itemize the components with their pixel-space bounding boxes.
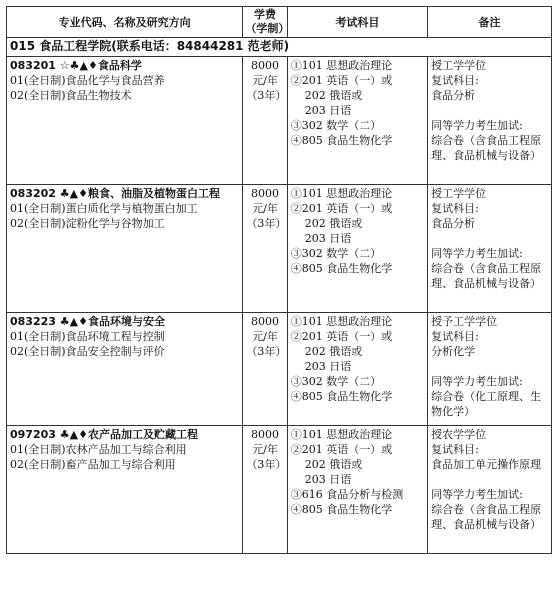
exam-subject: ①101 思想政治理论 xyxy=(290,187,393,200)
note-line: 食品加工单元操作原理 xyxy=(431,458,542,471)
exam-subject: 202 俄语或 xyxy=(304,458,363,471)
fee-unit: 元/年 xyxy=(252,330,278,343)
program-duration: （3年） xyxy=(246,217,287,230)
header-fee-line1: 学费 xyxy=(254,8,277,21)
exam-subject: 203 日语 xyxy=(304,360,352,373)
fee-unit: 元/年 xyxy=(252,74,278,87)
note-spacer xyxy=(431,231,548,246)
admissions-table xyxy=(6,6,552,554)
exam-subject: ②201 英语（一）或 xyxy=(290,202,393,215)
research-direction: 02(全日制)食品安全控制与评价 xyxy=(10,345,165,358)
exam-subject: ③302 数学（二） xyxy=(290,119,382,132)
program-exam-cell xyxy=(287,313,427,426)
program-marks: ♣▲♦ xyxy=(59,315,88,328)
exam-subject: ④805 食品生物化学 xyxy=(290,134,393,147)
exam-subject: ②201 英语（一）或 xyxy=(290,74,393,87)
exam-subject: ③302 数学（二） xyxy=(290,375,382,388)
program-duration: （3年） xyxy=(246,89,287,102)
exam-subject: 203 日语 xyxy=(304,104,352,117)
note-line: 综合卷（含食品工程原理、食品机械与设备） xyxy=(431,262,542,290)
program-exam-cell xyxy=(287,57,427,185)
exam-subject: ④805 食品生物化学 xyxy=(290,503,393,516)
exam-subject: ④805 食品生物化学 xyxy=(290,262,393,275)
fee-amount: 8000 xyxy=(251,187,280,200)
header-row xyxy=(7,7,552,38)
program-row xyxy=(7,313,552,426)
note-line: 复试科目: xyxy=(431,202,479,215)
program-marks: ♣▲♦ xyxy=(59,187,88,200)
program-code: 097203 xyxy=(10,428,56,441)
program-row xyxy=(7,57,552,185)
exam-subject: 203 日语 xyxy=(304,473,352,486)
note-line: 复试科目: xyxy=(431,443,479,456)
program-note-cell xyxy=(428,57,552,185)
college-title: 015 食品工程学院(联系电话：84844281 范老师) xyxy=(7,38,552,57)
exam-subject: ①101 思想政治理论 xyxy=(290,315,393,328)
program-code: 083202 xyxy=(10,187,56,200)
fee-unit: 元/年 xyxy=(252,443,278,456)
fee-unit: 元/年 xyxy=(252,202,278,215)
note-line: 同等学力考生加试: xyxy=(431,247,523,260)
note-line: 综合卷（含食品工程原理、食品机械与设备） xyxy=(431,503,542,531)
note-line: 综合卷（化工原理、生物化学） xyxy=(431,390,542,418)
program-major-cell xyxy=(7,426,243,554)
exam-subject: ④805 食品生物化学 xyxy=(290,390,393,403)
research-direction: 02(全日制)食品生物技术 xyxy=(10,89,132,102)
program-name: 粮食、油脂及植物蛋白工程 xyxy=(87,187,220,200)
note-line: 综合卷（含食品工程原理、食品机械与设备） xyxy=(431,134,542,162)
fee-amount: 8000 xyxy=(251,428,280,441)
exam-subject: ①101 思想政治理论 xyxy=(290,428,393,441)
program-marks: ♣▲♦ xyxy=(59,428,88,441)
college-row xyxy=(7,38,552,57)
research-direction: 01(全日制)蛋白质化学与植物蛋白加工 xyxy=(10,202,198,215)
exam-subject: ①101 思想政治理论 xyxy=(290,59,393,72)
note-line: 食品分析 xyxy=(431,217,476,230)
research-direction: 02(全日制)淀粉化学与谷物加工 xyxy=(10,217,165,230)
note-line: 授予工学学位 xyxy=(431,315,498,328)
program-heading xyxy=(10,186,239,201)
exam-subject: ③302 数学（二） xyxy=(290,247,382,260)
program-fee-cell xyxy=(243,426,287,554)
fee-amount: 8000 xyxy=(251,315,280,328)
header-note: 备注 xyxy=(428,7,552,38)
note-line: 授工学学位 xyxy=(431,59,487,72)
exam-subject: 202 俄语或 xyxy=(304,89,363,102)
program-name: 食品环境与安全 xyxy=(87,315,165,328)
note-line: 复试科目: xyxy=(431,74,479,87)
exam-subject: 203 日语 xyxy=(304,232,352,245)
program-heading xyxy=(10,427,239,442)
research-direction: 01(全日制)农林产品加工与综合利用 xyxy=(10,443,187,456)
note-line: 复试科目: xyxy=(431,330,479,343)
program-heading xyxy=(10,58,239,73)
program-row xyxy=(7,426,552,554)
program-exam-cell xyxy=(287,426,427,554)
note-line: 同等学力考生加试: xyxy=(431,375,523,388)
program-note-cell xyxy=(428,426,552,554)
program-name: 农产品加工及贮藏工程 xyxy=(87,428,198,441)
research-direction: 02(全日制)畜产品加工与综合利用 xyxy=(10,458,176,471)
note-line: 授工学学位 xyxy=(431,187,487,200)
program-duration: （3年） xyxy=(246,458,287,471)
program-fee-cell xyxy=(243,57,287,185)
note-spacer xyxy=(431,103,548,118)
program-major-cell xyxy=(7,313,243,426)
header-major: 专业代码、名称及研究方向 xyxy=(7,7,243,38)
program-code: 083201 xyxy=(10,59,56,72)
program-code: 083223 xyxy=(10,315,56,328)
note-spacer xyxy=(431,472,548,487)
program-marks: ☆♣▲♦ xyxy=(59,59,98,72)
research-direction: 01(全日制)食品环境工程与控制 xyxy=(10,330,165,343)
fee-amount: 8000 xyxy=(251,59,280,72)
note-line: 同等学力考生加试: xyxy=(431,119,523,132)
program-row xyxy=(7,185,552,313)
program-exam-cell xyxy=(287,185,427,313)
program-major-cell xyxy=(7,57,243,185)
header-exam: 考试科目 xyxy=(287,7,427,38)
research-direction: 01(全日制)食品化学与食品营养 xyxy=(10,74,165,87)
exam-subject: ③616 食品分析与检测 xyxy=(290,488,404,501)
program-note-cell xyxy=(428,313,552,426)
exam-subject: 202 俄语或 xyxy=(304,217,363,230)
program-name: 食品科学 xyxy=(97,59,142,72)
program-fee-cell xyxy=(243,313,287,426)
program-fee-cell xyxy=(243,185,287,313)
note-line: 分析化学 xyxy=(431,345,476,358)
exam-subject: ②201 英语（一）或 xyxy=(290,443,393,456)
note-line: 同等学力考生加试: xyxy=(431,488,523,501)
header-fee xyxy=(243,7,290,38)
program-duration: （3年） xyxy=(246,345,287,358)
note-line: 授农学学位 xyxy=(431,428,487,441)
program-heading xyxy=(10,314,239,329)
program-major-cell xyxy=(7,185,243,313)
note-line: 食品分析 xyxy=(431,89,476,102)
exam-subject: ②201 英语（一）或 xyxy=(290,330,393,343)
exam-subject: 202 俄语或 xyxy=(304,345,363,358)
header-fee-line2: （学制） xyxy=(245,22,290,35)
program-note-cell xyxy=(428,185,552,313)
note-spacer xyxy=(431,359,548,374)
